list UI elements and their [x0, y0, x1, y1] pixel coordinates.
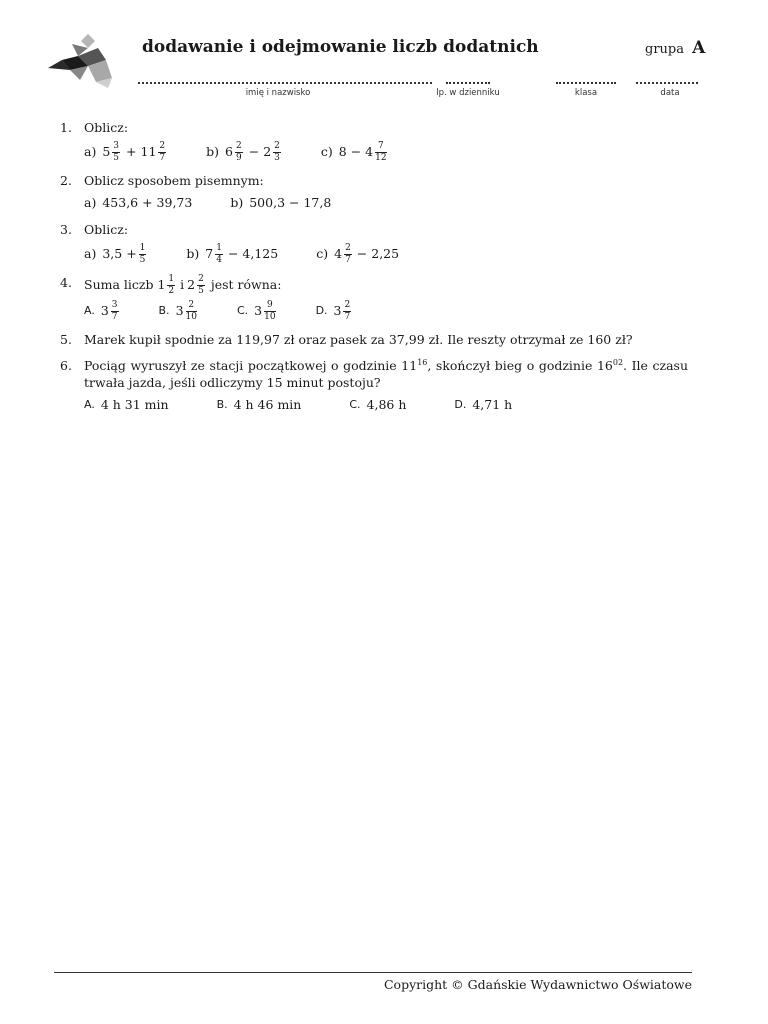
- footer-divider: [54, 972, 692, 973]
- subtask-b: b) 6 $\frac{2}{9}$ − 2 $\frac{2}{3}$: [206, 140, 280, 163]
- answer-option-a[interactable]: A. 3 $\frac{3}{7}$: [84, 299, 118, 322]
- fraction: $\frac{2}{9}$: [236, 140, 242, 163]
- answer-option-b[interactable]: B. 4 h 46 min: [216, 397, 302, 413]
- problem-number: 3.: [60, 221, 72, 237]
- copyright-notice: Copyright © Gdańskie Wydawnictwo Oświatowe: [383, 977, 692, 992]
- fraction: $\frac{2}{7}$: [159, 140, 166, 163]
- problem-6: [60, 358, 688, 414]
- fraction: $\frac{3}{5}$: [113, 140, 120, 163]
- subtask-a: a) 453,6 + 39,73: [84, 194, 193, 210]
- publisher-logo: [48, 34, 114, 90]
- subtask-c: c) 4 $\frac{2}{7}$ − 2,25: [316, 242, 400, 265]
- problem-text: Oblicz sposobem pisemnym:: [84, 172, 264, 188]
- problem-text: Suma liczb 1 $\frac{1}{2}$ i 2 $\frac{2}{5}$ jest równa:: [84, 273, 282, 296]
- fraction: $\frac{3}{7}$: [111, 299, 118, 322]
- problem-number: 4.: [60, 274, 72, 290]
- answer-option-a[interactable]: A. 4 h 31 min: [84, 397, 169, 413]
- problem-text: Marek kupił spodnie za 119,97 zł oraz pasek za 37,99 zł. Ile reszty otrzymał ze 160 zł?: [84, 331, 633, 347]
- problem-number: 2.: [60, 172, 72, 188]
- problem-1: [60, 120, 688, 163]
- fraction: $\frac{9}{10}$: [264, 299, 276, 322]
- problem-4: [60, 275, 688, 322]
- subtask-b: b) 500,3 − 17,8: [230, 194, 332, 210]
- fraction: $\frac{2}{10}$: [185, 299, 197, 322]
- problem-text: Oblicz:: [84, 221, 129, 237]
- fraction: $\frac{7}{12}$: [375, 140, 387, 163]
- subtask-a: a) 5 $\frac{3}{5}$ + 11 $\frac{2}{7}$: [84, 140, 166, 163]
- answer-option-d[interactable]: D. 4,71 h: [454, 397, 513, 413]
- group-letter: A: [692, 38, 706, 58]
- fraction: $\frac{1}{5}$: [139, 242, 146, 265]
- fraction: $\frac{2}{5}$: [198, 273, 204, 296]
- problem-number: 5.: [60, 331, 72, 347]
- problem-2: [60, 173, 688, 212]
- class-field-line[interactable]: [556, 70, 616, 84]
- subtask-b: b) 7 $\frac{1}{4}$ − 4,125: [186, 242, 279, 265]
- answer-option-b[interactable]: B. 3 $\frac{2}{10}$: [158, 299, 197, 322]
- problem-3: [60, 222, 688, 265]
- class-field-label: klasa: [574, 88, 598, 98]
- answer-option-d[interactable]: D. 3 $\frac{2}{7}$: [315, 299, 351, 322]
- number-field-line[interactable]: [446, 70, 490, 84]
- problem-list: [60, 120, 688, 424]
- fraction: $\frac{2}{7}$: [345, 242, 351, 265]
- problem-text: Pociąg wyruszył ze stacji początkowej o godzinie $11^{16}$, skończył bieg o godzinie $16^{02}$. Ile czasu trwała jazda, jeśli odliczymy 15 minut postoju?: [84, 358, 688, 391]
- subtask-c: c) 8 − 4 $\frac{7}{12}$: [320, 140, 387, 163]
- answer-option-c[interactable]: C. 3 $\frac{9}{10}$: [236, 299, 276, 322]
- fraction: $\frac{1}{4}$: [216, 242, 222, 265]
- date-field-line[interactable]: [636, 70, 698, 84]
- worksheet-title: dodawanie i odejmowanie liczb dodatnich: [142, 37, 539, 57]
- problem-text: Oblicz:: [84, 120, 129, 135]
- fraction: $\frac{2}{7}$: [344, 299, 351, 322]
- date-field-label: data: [660, 88, 680, 98]
- problem-number: 6.: [60, 358, 72, 374]
- problem-5: [60, 332, 688, 349]
- name-field-line[interactable]: [138, 70, 432, 84]
- number-field-label: lp. w dzienniku: [436, 88, 500, 98]
- group-indicator: [645, 38, 705, 58]
- group-label: grupa: [645, 42, 684, 57]
- answer-option-c[interactable]: C. 4,86 h: [349, 397, 407, 413]
- fraction: $\frac{2}{3}$: [274, 140, 280, 163]
- subtask-a: a) 3,5 + $\frac{1}{5}$: [84, 242, 146, 265]
- problem-number: 1.: [60, 120, 72, 135]
- name-field-label: imię i nazwisko: [245, 88, 311, 98]
- fraction: $\frac{1}{2}$: [168, 273, 175, 296]
